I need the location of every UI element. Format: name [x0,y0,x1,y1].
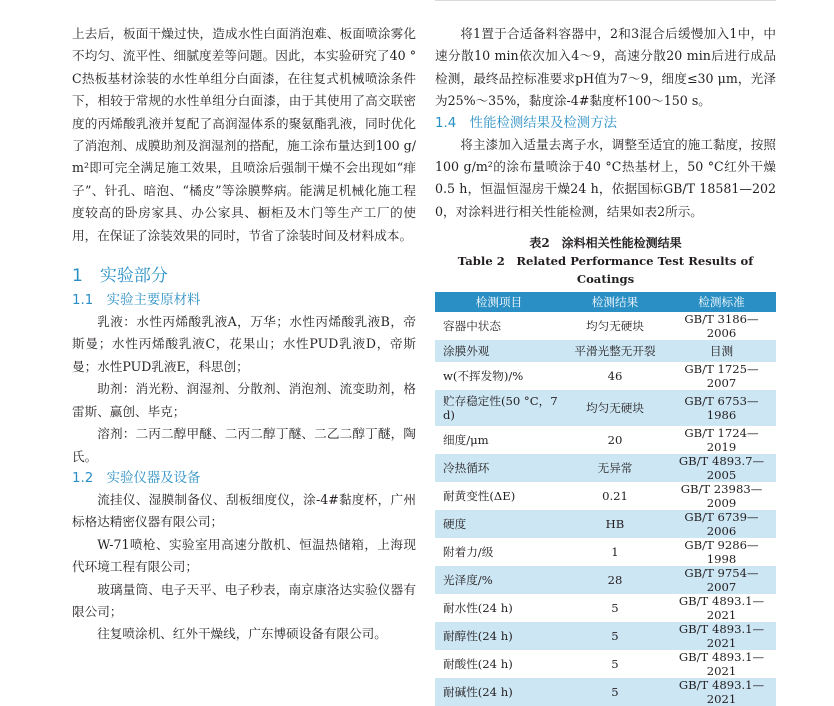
table-row [435,594,776,622]
table-cell-item: 附着力/级 [435,538,563,566]
table-cell-standard: GB/T 1724—2019 [667,426,776,454]
table-cell-standard: GB/T 9286—1998 [667,538,776,566]
table-row [435,390,776,426]
table-cell-result: 5 [563,622,667,650]
instruments-paragraph-4: 往复喷涂机、红外干燥线，广东博硕设备有限公司。 [97,626,387,642]
table-cell-result: 28 [563,566,667,594]
intro-paragraph: 上去后，板面干燥过快，造成水性白面消泡难、板面喷涂雾化不均匀、流平性、细腻度差等问题。因此，本实验研究了40 °C热板基材涂装的水性单组分白面漆，在往复式机械喷涂条件下，相较于常规的水性单组分白面漆，由于其使用了高交联密度的丙烯酸乳液并复配了高润湿体系的聚氨酯乳液，同时优化了消泡剂、成膜助剂及润湿剂的搭配，施工涂布量达到100 g/m²即可完全满足施工效果，且喷涂后强制干燥不会出现如“痱子”、针孔、暗泡、“橘皮”等涂膜弊病。能满足机械化施工程度较高的卧房家具、办公家具、橱柜及木门等生产工厂的使用，在保证了涂装效果的同时，节省了涂装时间及材料成本。 [72,26,416,243]
table-cell-result: 0.21 [563,482,667,510]
table-row [435,312,776,340]
table-cell-standard: GB/T 23983—2009 [667,482,776,510]
section-1-2-heading: 1.2 实验仪器及设备 [72,470,201,486]
performance-table [435,292,776,705]
table-cell-item: 贮存稳定性(50 °C，7 d) [435,390,563,426]
column-header-item: 检测项目 [435,292,563,312]
table-row [435,340,776,361]
table-cell-result: 均匀无硬块 [563,312,667,340]
table-row [435,566,776,594]
table-row [435,426,776,454]
table-header-row [435,292,776,312]
table-row [435,538,776,566]
table-cell-item: 细度/μm [435,426,563,454]
table-row [435,454,776,482]
table-row [435,510,776,538]
table-cell-result: 均匀无硬块 [563,390,667,426]
table-cell-standard: GB/T 4893.1—2021 [667,594,776,622]
table-cell-standard: GB/T 6739—2006 [667,510,776,538]
table-cell-standard: GB/T 9754—2007 [667,566,776,594]
table-cell-result: 5 [563,678,667,706]
table-cell-item: 耐水性(24 h) [435,594,563,622]
section-1-4-heading: 1.4 性能检测结果及检测方法 [435,115,617,131]
table-cell-item: 光泽度/% [435,566,563,594]
section-1-heading: 1 实验部分 [72,266,168,287]
instruments-paragraph-3: 玻璃量筒、电子天平、电子秒表，南京康洛达实验仪器有限公司； [72,581,416,619]
page-header-rule [435,0,776,1]
table-cell-standard: GB/T 3186—2006 [667,312,776,340]
instruments-paragraph-2: W-71喷枪、实验室用高速分散机、恒温热储箱，上海现代环境工程有限公司； [72,536,416,575]
instruments-paragraph-1: 流挂仪、湿膜制备仪、刮板细度仪，涂-4#黏度杯，广州标格达精密仪器有限公司； [72,491,416,530]
table-cell-item: 硬度 [435,510,563,538]
table-cell-result: 20 [563,426,667,454]
table-row [435,362,776,390]
table-cell-item: 耐酸性(24 h) [435,650,563,678]
test-paragraph: 将主漆加入适量去离子水，调整至适宜的施工黏度，按照100 g/m²的涂布量喷涂于40 °C热基材上，50 °C红外干燥0.5 h，恒温恒湿房干燥24 h，依据国标GB/T 18581—2020，对涂料进行相关性能检测，结果如表2所示。 [435,136,776,219]
section-1-1-heading: 1.1 实验主要原材料 [72,293,201,309]
table-cell-standard: GB/T 4893.1—2021 [667,678,776,706]
table-cell-item: 涂膜外观 [435,340,563,361]
table-row [435,650,776,678]
table-cell-result: 平滑光整无开裂 [563,340,667,361]
table-row [435,622,776,650]
table-cell-item: 容器中状态 [435,312,563,340]
table-cell-result: 5 [563,650,667,678]
table-row [435,482,776,510]
procedure-paragraph: 将1置于合适备料容器中，2和3混合后缓慢加入1中，中速分散10 min依次加入4～9，高速分散20 min后进行成品检测，最终品控标准要求pH值为7～9，细度≤30 μm，光泽为25%～35%，黏度涂-4#黏度杯100～150 s。 [435,26,776,109]
table-cell-item: 耐醇性(24 h) [435,622,563,650]
table-caption-en: Table 2 Related Performance Test Results of Coatings [457,254,754,287]
emulsion-paragraph: 乳液：水性丙烯酸乳液A，万华；水性丙烯酸乳液B，帝斯曼；水性丙烯酸乳液C，花果山；水性PUD乳液D，帝斯曼；水性PUD乳液E，科思创； [72,314,416,374]
table-cell-item: w(不挥发物)/% [435,362,563,390]
table-cell-item: 耐碱性(24 h) [435,678,563,706]
column-header-result: 检测结果 [563,292,667,312]
table-cell-standard: GB/T 1725—2007 [667,362,776,390]
solvents-paragraph: 溶剂：二丙二醇甲醚、二丙二醇丁醚、二乙二醇丁醚，陶氏。 [72,426,416,464]
table-cell-result: 1 [563,538,667,566]
table-cell-standard: 目测 [667,340,776,361]
table-cell-result: HB [563,510,667,538]
table-cell-result: 46 [563,362,667,390]
right-column [435,23,776,706]
left-column [72,23,416,646]
table-cell-result: 无异常 [563,454,667,482]
table-cell-standard: GB/T 4893.1—2021 [667,650,776,678]
table-caption-cn: 表2 涂料相关性能检测结果 [529,236,682,251]
table-cell-standard: GB/T 4893.1—2021 [667,622,776,650]
table-cell-standard: GB/T 6753—1986 [667,390,776,426]
table-row [435,678,776,706]
table-cell-item: 耐黄变性(ΔE) [435,482,563,510]
table-cell-standard: GB/T 4893.7—2005 [667,454,776,482]
table-cell-item: 冷热循环 [435,454,563,482]
table-cell-result: 5 [563,594,667,622]
additives-paragraph: 助剂：消光粉、润湿剂、分散剂、消泡剂、流变助剂，格雷斯、赢创、毕克； [72,381,416,419]
column-header-standard: 检测标准 [667,292,776,312]
